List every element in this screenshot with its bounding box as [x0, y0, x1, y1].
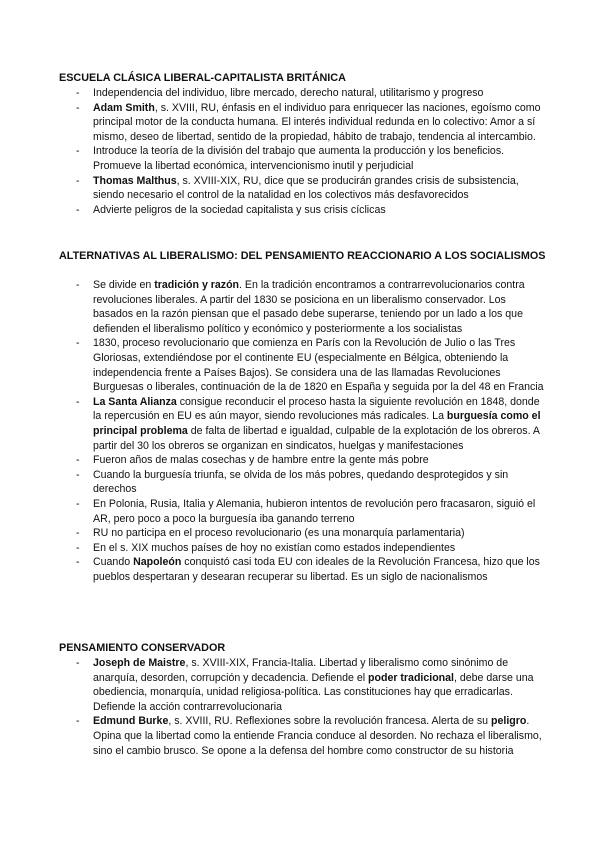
- text-run: de falta de libertad e igualdad, culpable de la explotación de los obreros. A partir del 30 los obreros se organizan en sindicatos, huelgas y manifestaciones: [93, 424, 540, 452]
- text-run: . Opina que la libertad como la entiende Francia conduce al desorden. No rechaza el liberalismo, sino el cambio brusco. Se opone a la defensa del hombre como constructor de su historia: [93, 715, 542, 757]
- list-item: [0, 468, 546, 497]
- text-run: , debe darse una obediencia, monarquía, unidad religiosa-política. Las constituciones hay que erradicarlas. Defiende la acción contrarrevolucionaria: [93, 671, 534, 713]
- bold-text: Joseph de Maistre: [93, 657, 186, 669]
- list-item: [0, 656, 546, 714]
- list-item: [0, 555, 546, 584]
- text-run: , s. XVIII, RU, énfasis en el individuo para enriquecer las naciones, egoísmo como principal motor de la conducta humana. El interés individual redunda en lo colectivo: Amor a sí mismo, deseo de libertad, sentido de la propiedad, hábito de trabajo, tendencia al intercambio.: [93, 101, 541, 143]
- section-title: ESCUELA CLÁSICA LIBERAL-CAPITALISTA BRITÁNICA: [59, 72, 346, 84]
- bold-text: poder tradicional: [368, 671, 454, 684]
- section-list: [0, 656, 600, 758]
- list-item: [0, 395, 546, 453]
- list-item: [0, 203, 546, 218]
- bold-text: La Santa Alianza: [93, 395, 177, 408]
- bold-text: Adam Smith: [93, 101, 155, 114]
- text-run: . En la tradición encontramos a contrarrevolucionarios contra revoluciones liberales. A partir del 1830 se posiciona en un liberalismo conservador. Los basados en la razón piensan que el pasado debe superarse, teniendo por un lado a los que defienden el liberalismo político y económico y posteriormente a los socialistas: [93, 279, 525, 335]
- text-run: Advierte peligros de la sociedad capitalista y sus crisis cíclicas: [93, 203, 386, 216]
- text-run: 1830, proceso revolucionario que comienza en París con la Revolución de Julio o las Tres Gloriosas, extendiéndose por el continente EU (especialmente en Bélgica, obteniendo la independencia frente a Países Bajos). Se considera una de las llamadas Revoluciones Burguesas o liberales, continuación de la de 1820 en España y seguida por la del 48 en Francia: [93, 337, 544, 394]
- text-run: , s. XVIII, RU. Reflexiones sobre la revolución francesa. Alerta de su: [168, 715, 492, 728]
- list-item: [0, 497, 546, 526]
- section-list: [0, 86, 600, 217]
- list-item: [0, 101, 546, 145]
- text-run: consigue reconducir el proceso hasta la siguiente revolución en 1848, donde la repercusión en EU es aún mayor, siendo revoluciones más radicales. La: [93, 395, 540, 423]
- text-run: , s. XVIII-XIX, RU, dice que se producirán grandes crisis de subsistencia, siendo necesario el control de la natalidad en los colectivos más desfavorecidos: [93, 174, 519, 202]
- text-run: Fueron años de malas cosechas y de hambre entre la gente más pobre: [93, 454, 429, 467]
- section-list: [0, 278, 600, 584]
- list-item: [0, 278, 546, 336]
- list-item: [0, 526, 546, 541]
- text-run: En Polonia, Rusia, Italia y Alemania, hubieron intentos de revolución pero fracasaron, siguió el AR, pero poco a poco la burguesía iba ganando terreno: [93, 497, 536, 525]
- bold-text: tradición y razón: [154, 279, 240, 291]
- text-run: Se divide en: [93, 279, 155, 291]
- list-item: [0, 541, 546, 556]
- list-item: [0, 144, 546, 173]
- text-run: Cuando la burguesía triunfa, se olvida de los más pobres, quedando desprotegidos y sin derechos: [93, 468, 509, 496]
- text-run: RU no participa en el proceso revolucionario (es una monarquía parlamentaria): [93, 527, 465, 540]
- text-run: Independencia del individuo, libre mercado, derecho natural, utilitarismo y progreso: [93, 87, 484, 99]
- bold-text: Thomas Malthus: [93, 174, 177, 187]
- text-run: Introduce la teoría de la división del trabajo que aumenta la producción y los beneficios. Promueve la libertad económica, intervencionismo inutil y perjudicial: [93, 145, 505, 172]
- text-run: Cuando: [93, 556, 134, 569]
- list-item: [0, 86, 546, 101]
- bold-text: Edmund Burke: [93, 715, 169, 728]
- list-item: [0, 174, 546, 203]
- list-item: [0, 714, 546, 758]
- list-item: [0, 336, 546, 394]
- section-title: ALTERNATIVAS AL LIBERALISMO: DEL PENSAMIENTO REACCIONARIO A LOS SOCIALISMOS: [59, 250, 546, 262]
- bold-text: burguesía como el principal problema: [93, 410, 541, 437]
- bold-text: peligro: [491, 715, 527, 728]
- list-item: [0, 453, 546, 468]
- text-run: conquistó casi toda EU con ideales de la Revolución Francesa, hizo que los pueblos despertaran y desearan recuperar su libertad. Es un siglo de nacionalismos: [93, 556, 540, 583]
- text-run: , s. XVIII-XIX, Francia-Italia. Libertad y liberalismo como sinónimo de anarquía, desorden, corrupción y decadencia. Defiende el: [93, 657, 509, 684]
- bold-text: Napoleón: [133, 556, 182, 569]
- section-title: PENSAMIENTO CONSERVADOR: [59, 642, 226, 654]
- text-run: En el s. XIX muchos países de hoy no existían como estados independientes: [93, 541, 456, 554]
